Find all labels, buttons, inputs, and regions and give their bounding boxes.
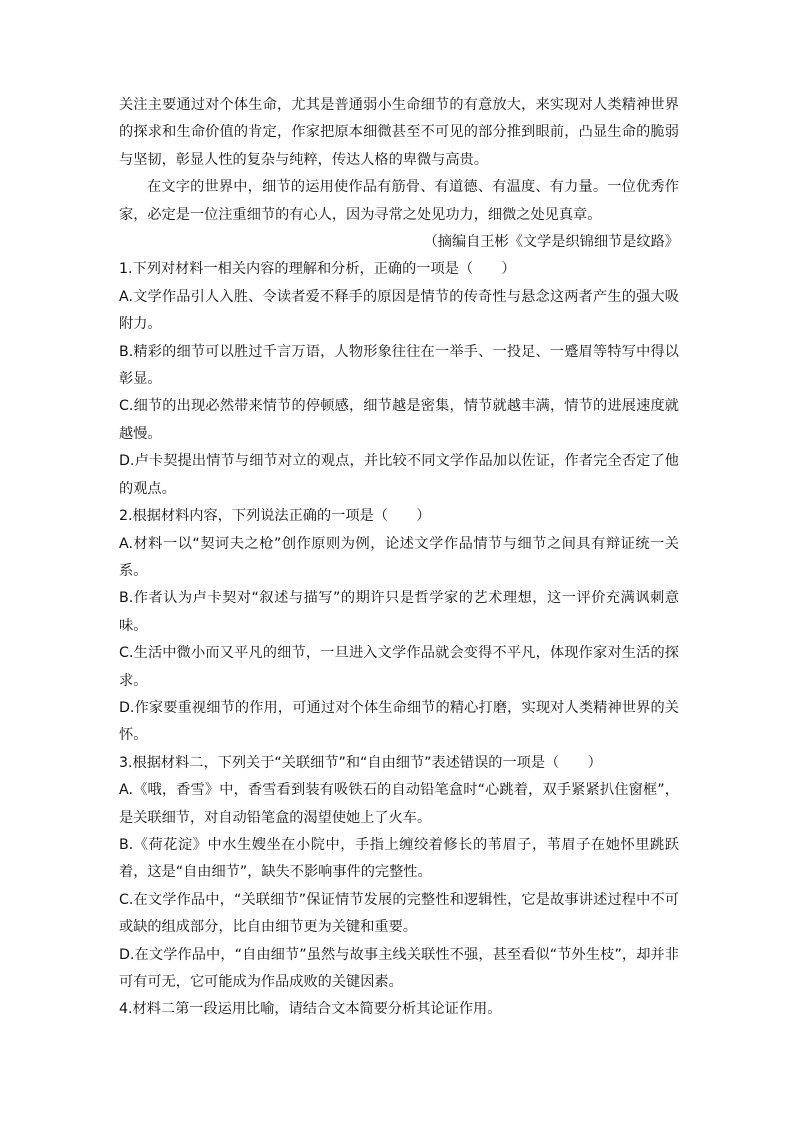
option-b: B.作者认为卢卡契对“叙述与描写”的期许只是哲学家的艺术理想，这一评价充满讽刺意味。 [119,590,679,634]
passage-paragraph-1: 关注主要通过对个体生命，尤其是普通弱小生命细节的有意放大，来实现对人类精神世界的探求和生命价值的肯定，作家把原本细微甚至不可见的部分推到眼前，凸显生命的脆弱与坚韧，彰显人性的复杂与纯粹，传达人格的卑微与高贵。 [119,97,679,168]
question-stem: 1.下列对材料一相关内容的理解和分析，正确的一项是（ ） [119,261,516,278]
question-1 [119,256,679,503]
option-a: A.《哦，香雪》中，香雪看到装有吸铁石的自动铅笔盒时“心跳着，双手紧紧扒住窗框”，是关联细节，对自动铅笔盒的渴望使她上了火车。 [119,782,679,826]
question-2 [119,503,679,750]
option-c: C.生活中微小而又平凡的细节，一旦进入文学作品就会变得不平凡，体现作家对生活的探求。 [119,645,679,689]
question-stem: 4.材料二第一段运用比喻，请结合文本简要分析其论证作用。 [119,1001,502,1018]
option-c: C.在文学作品中，“关联细节”保证情节发展的完整性和逻辑性，它是故事讲述过程中不可或缺的组成部分，比自由细节更为关键和重要。 [119,891,679,936]
option-d: D.作家要重视细节的作用，可通过对个体生命细节的精心打磨，实现对人类精神世界的关怀。 [119,699,679,744]
option-c: C.细节的出现必然带来情节的停顿感，细节越是密集，情节就越丰满，情节的进展速度就越慢。 [119,398,679,442]
document-page [119,92,679,1024]
option-b: B.《荷花淀》中水生嫂坐在小院中，手指上缠绞着修长的苇眉子，苇眉子在她怀里跳跃着，这是“自由细节”，缺失不影响事件的完整性。 [119,836,679,881]
option-a: A.文学作品引人入胜、令读者爱不释手的原因是情节的传奇性与悬念这两者产生的强大吸附力。 [119,288,679,333]
question-4 [119,996,679,1023]
passage-source: （摘编自王彬《文学是织锦细节是纹路》 [423,234,679,251]
question-stem: 3.根据材料二，下列关于“关联细节”和“自由细节”表述错误的一项是（ ） [119,754,602,771]
passage-paragraph-2: 在文字的世界中，细节的运用使作品有筋骨、有道德、有温度、有力量。一位优秀作家，必定是一位注重细节的有心人，因为寻常之处见功力，细微之处见真章。 [119,179,679,223]
option-d: D.卢卡契提出情节与细节对立的观点，并比较不同文学作品加以佐证，作者完全否定了他的观点。 [119,453,679,497]
question-3 [119,750,679,997]
option-a: A.材料一以“契诃夫之枪”创作原则为例，论述文学作品情节与细节之间具有辩证统一关系。 [119,535,679,579]
option-d: D.在文学作品中，“自由细节”虽然与故事主线关联性不强，甚至看似“节外生枝”，却并非可有可无，它可能成为作品成败的关键因素。 [119,946,679,990]
question-stem: 2.根据材料内容，下列说法正确的一项是（ ） [119,508,431,525]
option-b: B.精彩的细节可以胜过千言万语，人物形象往往在一举手、一投足、一蹙眉等特写中得以彰显。 [119,343,679,388]
